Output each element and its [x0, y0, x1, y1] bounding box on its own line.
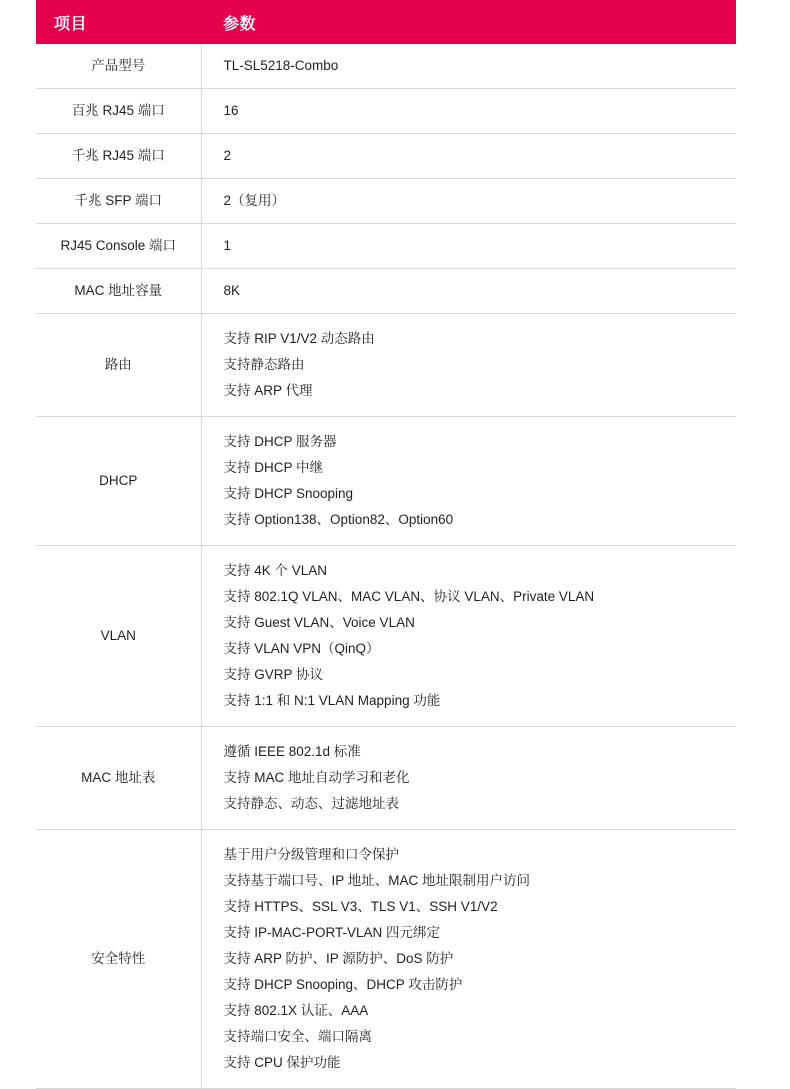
row-value-cell [201, 134, 736, 179]
row-item-label: 百兆 RJ45 端口 [36, 89, 201, 134]
row-item-label: 安全特性 [36, 830, 201, 1089]
row-value-line: 支持 RIP V1/V2 动态路由 [223, 331, 375, 346]
specification-table [36, 0, 736, 1089]
row-value-cell [201, 727, 736, 830]
table-row [36, 417, 736, 546]
row-value-line: 基于用户分级管理和口令保护 [223, 847, 399, 862]
column-header-value: 参数 [201, 0, 736, 44]
row-item-label: RJ45 Console 端口 [36, 224, 201, 269]
row-value-cell [201, 417, 736, 546]
row-value-line: 8K [223, 283, 241, 298]
row-value-line: 支持 Option138、Option82、Option60 [223, 512, 454, 527]
row-value-cell [201, 830, 736, 1089]
table-row [36, 134, 736, 179]
row-value-line: 支持 IP-MAC-PORT-VLAN 四元绑定 [223, 925, 441, 940]
row-value-line: 支持 Guest VLAN、Voice VLAN [223, 615, 415, 630]
column-header-item: 项目 [36, 0, 201, 44]
row-value-cell [201, 314, 736, 417]
table-row [36, 727, 736, 830]
row-item-label: 产品型号 [36, 44, 201, 89]
row-value-cell [201, 44, 736, 89]
row-value-line: 支持 DHCP 中继 [223, 460, 324, 475]
row-value-line: 2（复用） [223, 193, 286, 208]
row-value-line: TL-SL5218-Combo [223, 58, 339, 73]
table-body [36, 44, 736, 1089]
row-value-line: 支持 DHCP 服务器 [223, 434, 337, 449]
row-value-line: 支持基于端口号、IP 地址、MAC 地址限制用户访问 [223, 873, 531, 888]
table-header-row [36, 0, 736, 44]
table-row [36, 830, 736, 1089]
row-item-label: 千兆 RJ45 端口 [36, 134, 201, 179]
row-value-line: 支持 HTTPS、SSL V3、TLS V1、SSH V1/V2 [223, 899, 498, 914]
table-row [36, 89, 736, 134]
table-row [36, 44, 736, 89]
row-value-line: 支持静态路由 [223, 357, 305, 372]
row-value-line: 支持静态、动态、过滤地址表 [223, 796, 399, 811]
row-value-line: 支持 MAC 地址自动学习和老化 [223, 770, 410, 785]
row-value-cell [201, 269, 736, 314]
row-value-cell [201, 179, 736, 224]
row-value-line: 支持 4K 个 VLAN [223, 563, 328, 578]
row-value-line: 支持 802.1Q VLAN、MAC VLAN、协议 VLAN、Private VLAN [223, 589, 595, 604]
row-value-line: 支持 802.1X 认证、AAA [223, 1003, 369, 1018]
table-header [36, 0, 736, 44]
table-row [36, 314, 736, 417]
row-value-line: 支持 GVRP 协议 [223, 667, 324, 682]
row-item-label: MAC 地址容量 [36, 269, 201, 314]
row-value-line: 16 [223, 103, 239, 118]
row-item-label: 千兆 SFP 端口 [36, 179, 201, 224]
table-row [36, 224, 736, 269]
row-value-line: 支持 DHCP Snooping、DHCP 攻击防护 [223, 977, 463, 992]
row-value-cell [201, 89, 736, 134]
row-value-line: 支持 VLAN VPN（QinQ） [223, 641, 380, 656]
table-row [36, 269, 736, 314]
row-value-line: 遵循 IEEE 802.1d 标准 [223, 744, 361, 759]
row-value-line: 支持端口安全、端口隔离 [223, 1029, 372, 1044]
row-value-line: 支持 DHCP Snooping [223, 486, 354, 501]
table-row [36, 546, 736, 727]
row-value-line: 支持 ARP 代理 [223, 383, 313, 398]
row-value-line: 支持 1:1 和 N:1 VLAN Mapping 功能 [223, 693, 441, 708]
row-item-label: 路由 [36, 314, 201, 417]
row-value-line: 支持 ARP 防护、IP 源防护、DoS 防护 [223, 951, 454, 966]
row-item-label: VLAN [36, 546, 201, 727]
row-value-line: 1 [223, 238, 232, 253]
row-item-label: MAC 地址表 [36, 727, 201, 830]
row-value-cell [201, 546, 736, 727]
row-value-line: 2 [223, 148, 232, 163]
row-item-label: DHCP [36, 417, 201, 546]
table-row [36, 179, 736, 224]
row-value-line: 支持 CPU 保护功能 [223, 1055, 341, 1070]
row-value-cell [201, 224, 736, 269]
